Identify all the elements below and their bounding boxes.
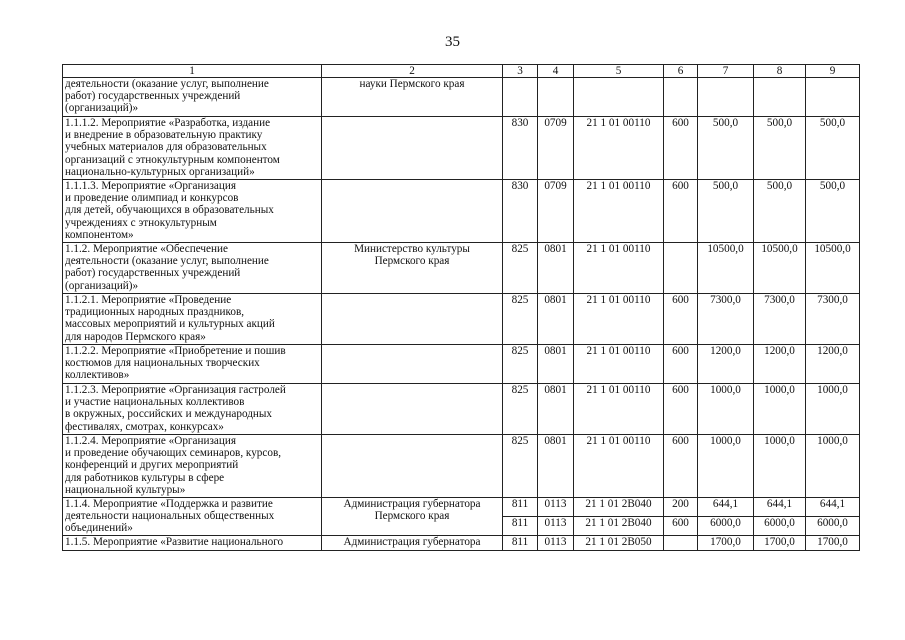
expense-type-cell: 600 — [664, 117, 698, 180]
section-code-cell: 0801 — [538, 243, 574, 294]
target-article-cell: 21 1 01 00110 — [574, 180, 664, 243]
admin-code-cell: 830 — [503, 180, 538, 243]
amount-year2-cell: 6000,0 — [754, 516, 806, 535]
responsible-org-line: Администрация губернатора — [343, 535, 481, 548]
table-row — [63, 180, 860, 243]
column-header: 9 — [806, 65, 860, 78]
responsible-org-line: Администрация губернатора — [343, 498, 481, 510]
admin-code-cell: 830 — [503, 117, 538, 180]
expense-type-cell: 600 — [664, 180, 698, 243]
target-article-cell: 21 1 01 00110 — [574, 345, 664, 384]
admin-code-cell: 825 — [503, 384, 538, 435]
section-code-cell: 0801 — [538, 294, 574, 345]
admin-code-cell: 811 — [503, 498, 538, 517]
activity-name-line: фестивалях, смотрах, конкурсах» — [65, 420, 224, 433]
activity-name-line: деятельности (оказание услуг, выполнение — [65, 78, 269, 90]
section-code-cell: 0113 — [538, 498, 574, 517]
expense-type-cell: 200 — [664, 498, 698, 517]
amount-year3-cell: 1000,0 — [806, 435, 860, 498]
admin-code-cell — [503, 78, 538, 117]
amount-year3-cell: 1000,0 — [806, 384, 860, 435]
activity-name-line: 1.1.1.3. Мероприятие «Организация — [65, 180, 236, 192]
budget-table — [62, 64, 860, 551]
target-article-cell — [574, 78, 664, 117]
table-row — [63, 435, 860, 498]
responsible-org-line: Министерство культуры — [354, 243, 470, 255]
column-header: 1 — [63, 65, 322, 78]
amount-year2-cell: 500,0 — [754, 180, 806, 243]
column-header: 3 — [503, 65, 538, 78]
responsible-org-line: Пермского края — [374, 510, 450, 523]
activity-name-line: и внедрение в образовательную практику — [65, 129, 263, 142]
table-row — [63, 535, 860, 550]
amount-year3-cell: 1700,0 — [806, 535, 860, 550]
section-code-cell: 0709 — [538, 117, 574, 180]
amount-year2-cell: 1700,0 — [754, 535, 806, 550]
amount-year3-cell: 500,0 — [806, 117, 860, 180]
activity-name-line: и проведение обучающих семинаров, курсов, — [65, 447, 282, 460]
header-row — [63, 65, 860, 78]
column-header: 5 — [574, 65, 664, 78]
activity-name-line: 1.1.2.3. Мероприятие «Организация гастролей — [65, 384, 286, 396]
activity-name-cell — [63, 498, 322, 536]
activity-name-line: 1.1.5. Мероприятие «Развитие национального — [65, 535, 284, 548]
activity-name-line: работ) государственных учреждений — [65, 90, 241, 103]
amount-year1-cell: 644,1 — [698, 498, 754, 517]
expense-type-cell — [664, 78, 698, 117]
activity-name-line: в окружных, российских и международных — [65, 408, 273, 421]
activity-name-line: (организаций)» — [65, 279, 139, 292]
amount-year1-cell: 6000,0 — [698, 516, 754, 535]
expense-type-cell — [664, 243, 698, 294]
section-code-cell: 0113 — [538, 535, 574, 550]
amount-year3-cell: 6000,0 — [806, 516, 860, 535]
amount-year2-cell: 644,1 — [754, 498, 806, 517]
table-body — [63, 78, 860, 551]
activity-name-line: учебных материалов для образовательных — [65, 141, 267, 154]
amount-year1-cell: 500,0 — [698, 117, 754, 180]
target-article-cell: 21 1 01 2В040 — [574, 498, 664, 517]
admin-code-cell: 825 — [503, 345, 538, 384]
expense-type-cell — [664, 535, 698, 550]
column-header: 2 — [322, 65, 503, 78]
responsible-org-cell — [322, 78, 503, 117]
admin-code-cell: 811 — [503, 516, 538, 535]
amount-year1-cell: 10500,0 — [698, 243, 754, 294]
activity-name-line: работ) государственных учреждений — [65, 267, 241, 280]
activity-name-line: массовых мероприятий и культурных акций — [65, 318, 275, 331]
column-header: 6 — [664, 65, 698, 78]
admin-code-cell: 825 — [503, 243, 538, 294]
amount-year2-cell: 1000,0 — [754, 384, 806, 435]
amount-year1-cell: 500,0 — [698, 180, 754, 243]
expense-type-cell: 600 — [664, 345, 698, 384]
expense-type-cell: 600 — [664, 294, 698, 345]
expense-type-cell: 600 — [664, 384, 698, 435]
activity-name-line: коллективов» — [65, 369, 130, 382]
amount-year3-cell: 7300,0 — [806, 294, 860, 345]
admin-code-cell: 811 — [503, 535, 538, 550]
activity-name-cell — [63, 345, 322, 384]
table-row — [63, 294, 860, 345]
responsible-org-cell — [322, 117, 503, 180]
column-header: 7 — [698, 65, 754, 78]
section-code-cell: 0113 — [538, 516, 574, 535]
activity-name-line: компонентом» — [65, 228, 134, 241]
amount-year3-cell: 10500,0 — [806, 243, 860, 294]
activity-name-line: организаций с этнокультурным компонентом — [65, 153, 280, 166]
responsible-org-cell — [322, 435, 503, 498]
responsible-org-cell — [322, 345, 503, 384]
activity-name-cell — [63, 384, 322, 435]
amount-year3-cell — [806, 78, 860, 117]
activity-name-cell — [63, 294, 322, 345]
table-row — [63, 384, 860, 435]
amount-year1-cell: 1200,0 — [698, 345, 754, 384]
activity-name-line: деятельности национальных общественных — [65, 510, 275, 523]
responsible-org-cell — [322, 294, 503, 345]
activity-name-line: учреждениях с этнокультурным — [65, 216, 217, 229]
responsible-org-cell — [322, 243, 503, 294]
target-article-cell: 21 1 01 00110 — [574, 243, 664, 294]
amount-year2-cell: 1200,0 — [754, 345, 806, 384]
activity-name-line: и проведение олимпиад и конкурсов — [65, 192, 239, 205]
activity-name-line: для работников культуры в сфере — [65, 471, 225, 484]
target-article-cell: 21 1 01 00110 — [574, 117, 664, 180]
activity-name-cell — [63, 117, 322, 180]
column-header: 4 — [538, 65, 574, 78]
target-article-cell: 21 1 01 00110 — [574, 294, 664, 345]
amount-year1-cell: 1000,0 — [698, 384, 754, 435]
table-row — [63, 117, 860, 180]
responsible-org-cell — [322, 498, 503, 536]
amount-year2-cell: 1000,0 — [754, 435, 806, 498]
amount-year3-cell: 644,1 — [806, 498, 860, 517]
activity-name-line: объединений» — [65, 522, 133, 535]
activity-name-line: (организаций)» — [65, 102, 139, 115]
target-article-cell: 21 1 01 00110 — [574, 435, 664, 498]
activity-name-line: и участие национальных коллективов — [65, 396, 245, 409]
column-header: 8 — [754, 65, 806, 78]
table-row — [63, 498, 860, 517]
target-article-cell: 21 1 01 2В050 — [574, 535, 664, 550]
amount-year2-cell — [754, 78, 806, 117]
activity-name-cell — [63, 535, 322, 550]
admin-code-cell: 825 — [503, 294, 538, 345]
activity-name-line: 1.1.1.2. Мероприятие «Разработка, издание — [65, 117, 271, 129]
amount-year2-cell: 10500,0 — [754, 243, 806, 294]
target-article-cell: 21 1 01 2В040 — [574, 516, 664, 535]
page-number: 35 — [445, 34, 460, 50]
table-row — [63, 243, 860, 294]
expense-type-cell: 600 — [664, 516, 698, 535]
activity-name-cell — [63, 243, 322, 294]
activity-name-line: для народов Пермского края» — [65, 330, 206, 343]
section-code-cell: 0801 — [538, 384, 574, 435]
section-code-cell: 0801 — [538, 345, 574, 384]
amount-year1-cell: 7300,0 — [698, 294, 754, 345]
activity-name-line: 1.1.4. Мероприятие «Поддержка и развитие — [65, 498, 273, 510]
activity-name-cell — [63, 435, 322, 498]
responsible-org-line: науки Пермского края — [359, 78, 465, 90]
activity-name-line: традиционных народных праздников, — [65, 306, 245, 319]
activity-name-line: 1.1.2.4. Мероприятие «Организация — [65, 435, 236, 447]
activity-name-line: костюмов для национальных творческих — [65, 357, 260, 370]
table-row — [63, 78, 860, 117]
responsible-org-line: Пермского края — [374, 255, 450, 268]
activity-name-line: 1.1.2.2. Мероприятие «Приобретение и пошив — [65, 345, 286, 357]
section-code-cell: 0801 — [538, 435, 574, 498]
responsible-org-cell — [322, 384, 503, 435]
table-row — [63, 345, 860, 384]
responsible-org-cell — [322, 180, 503, 243]
responsible-org-cell — [322, 535, 503, 550]
section-code-cell: 0709 — [538, 180, 574, 243]
amount-year2-cell: 500,0 — [754, 117, 806, 180]
amount-year1-cell — [698, 78, 754, 117]
amount-year3-cell: 500,0 — [806, 180, 860, 243]
expense-type-cell: 600 — [664, 435, 698, 498]
amount-year1-cell: 1700,0 — [698, 535, 754, 550]
target-article-cell: 21 1 01 00110 — [574, 384, 664, 435]
activity-name-line: национально-культурных организаций» — [65, 165, 255, 178]
activity-name-line: деятельности (оказание услуг, выполнение — [65, 255, 269, 268]
section-code-cell — [538, 78, 574, 117]
amount-year1-cell: 1000,0 — [698, 435, 754, 498]
activity-name-line: конференций и других мероприятий — [65, 459, 239, 472]
amount-year3-cell: 1200,0 — [806, 345, 860, 384]
activity-name-line: 1.1.2. Мероприятие «Обеспечение — [65, 243, 228, 255]
activity-name-line: для детей, обучающихся в образовательных — [65, 204, 274, 217]
activity-name-cell — [63, 180, 322, 243]
activity-name-line: национальной культуры» — [65, 483, 186, 496]
amount-year2-cell: 7300,0 — [754, 294, 806, 345]
activity-name-line: 1.1.2.1. Мероприятие «Проведение — [65, 294, 232, 306]
activity-name-cell — [63, 78, 322, 117]
admin-code-cell: 825 — [503, 435, 538, 498]
